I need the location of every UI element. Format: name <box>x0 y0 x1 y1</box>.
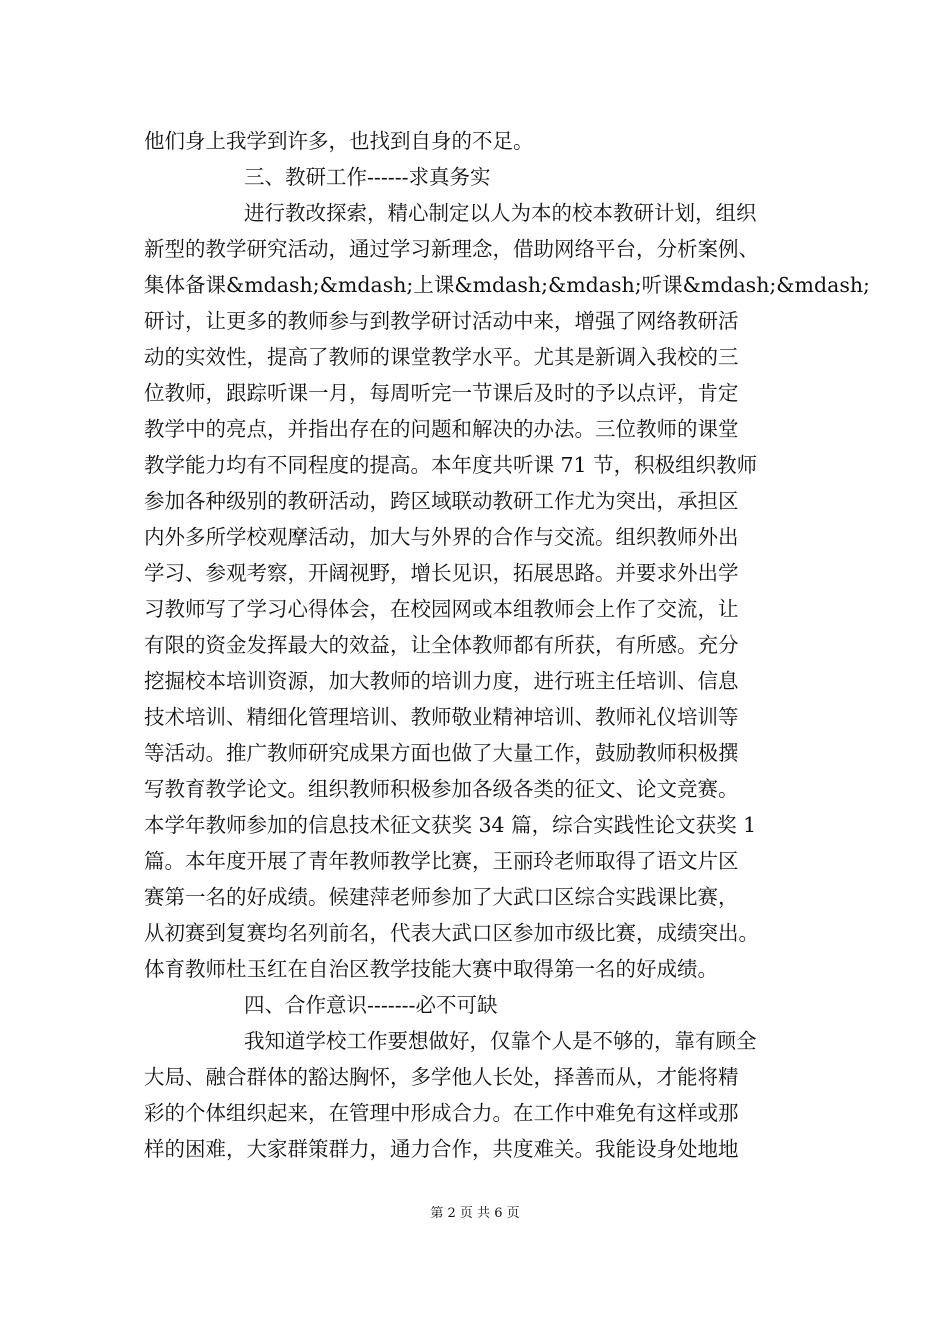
text-line: 内外多所学校观摩活动，加大与外界的合作与交流。组织教师外出 <box>144 525 739 549</box>
text-line: 写教育教学论文。组织教师积极参加各级各类的征文、论文竞赛。 <box>144 777 739 801</box>
text-line: 他们身上我学到许多，也找到自身的不足。 <box>144 129 534 153</box>
section-heading: 三、教研工作------求真务实 <box>244 165 491 189</box>
text-line: 进行教改探索，精心制定以人为本的校本教研计划，组织 <box>244 201 757 225</box>
text-line: 新型的教学研究活动，通过学习新理念，借助网络平台，分析案例、 <box>144 237 759 261</box>
text-line: 学习、参观考察，开阔视野，增长见识，拓展思路。并要求外出学 <box>144 561 739 585</box>
text-line: 样的困难，大家群策群力，通力合作，共度难关。我能设身处地地 <box>144 1137 739 1161</box>
text-line: 赛第一名的好成绩。候建萍老师参加了大武口区综合实践课比赛， <box>144 885 739 909</box>
text-line: 教学能力均有不同程度的提高。本年度共听课 71 节，积极组织教师 <box>144 453 758 477</box>
text-line: 我知道学校工作要想做好，仅靠个人是不够的，靠有顾全 <box>244 1029 757 1053</box>
text-line: 挖掘校本培训资源，加大教师的培训力度，进行班主任培训、信息 <box>144 669 739 693</box>
text-line: 等活动。推广教师研究成果方面也做了大量工作，鼓励教师积极撰 <box>144 741 739 765</box>
text-line: 动的实效性，提高了教师的课堂教学水平。尤其是新调入我校的三 <box>144 345 739 369</box>
page-footer <box>0 1206 950 1222</box>
text-line: 体育教师杜玉红在自治区教学技能大赛中取得第一名的好成绩。 <box>144 957 718 981</box>
text-line: 教学中的亮点，并指出存在的问题和解决的办法。三位教师的课堂 <box>144 417 739 441</box>
text-line: 篇。本年度开展了青年教师教学比赛，王丽玲老师取得了语文片区 <box>144 849 739 873</box>
text-line: 参加各种级别的教研活动，跨区域联动教研工作尤为突出，承担区 <box>144 489 739 513</box>
text-line: 位教师，跟踪听课一月，每周听完一节课后及时的予以点评，肯定 <box>144 381 739 405</box>
text-line: 彩的个体组织起来，在管理中形成合力。在工作中难免有这样或那 <box>144 1101 739 1125</box>
text-line: 研讨，让更多的教师参与到教学研讨活动中来，增强了网络教研活 <box>144 309 739 333</box>
section-heading: 四、合作意识-------必不可缺 <box>244 993 498 1017</box>
page-number-label: 第 2 页 共 6 页 <box>430 1206 520 1221</box>
text-line: 从初赛到复赛均名列前名，代表大武口区参加市级比赛，成绩突出。 <box>144 921 759 945</box>
text-line: 技术培训、精细化管理培训、教师敬业精神培训、教师礼仪培训等 <box>144 705 739 729</box>
text-line: 有限的资金发挥最大的效益，让全体教师都有所获，有所感。充分 <box>144 633 739 657</box>
text-line: 大局、融合群体的豁达胸怀，多学他人长处，择善而从，才能将精 <box>144 1065 739 1089</box>
text-line: 习教师写了学习心得体会，在校园网或本组教师会上作了交流，让 <box>144 597 739 621</box>
text-line: 本学年教师参加的信息技术征文获奖 34 篇，综合实践性论文获奖 1 <box>144 813 757 837</box>
text-line: 集体备课&mdash;&mdash;上课&mdash;&mdash;听课&mdash;&mdash; <box>144 273 870 297</box>
